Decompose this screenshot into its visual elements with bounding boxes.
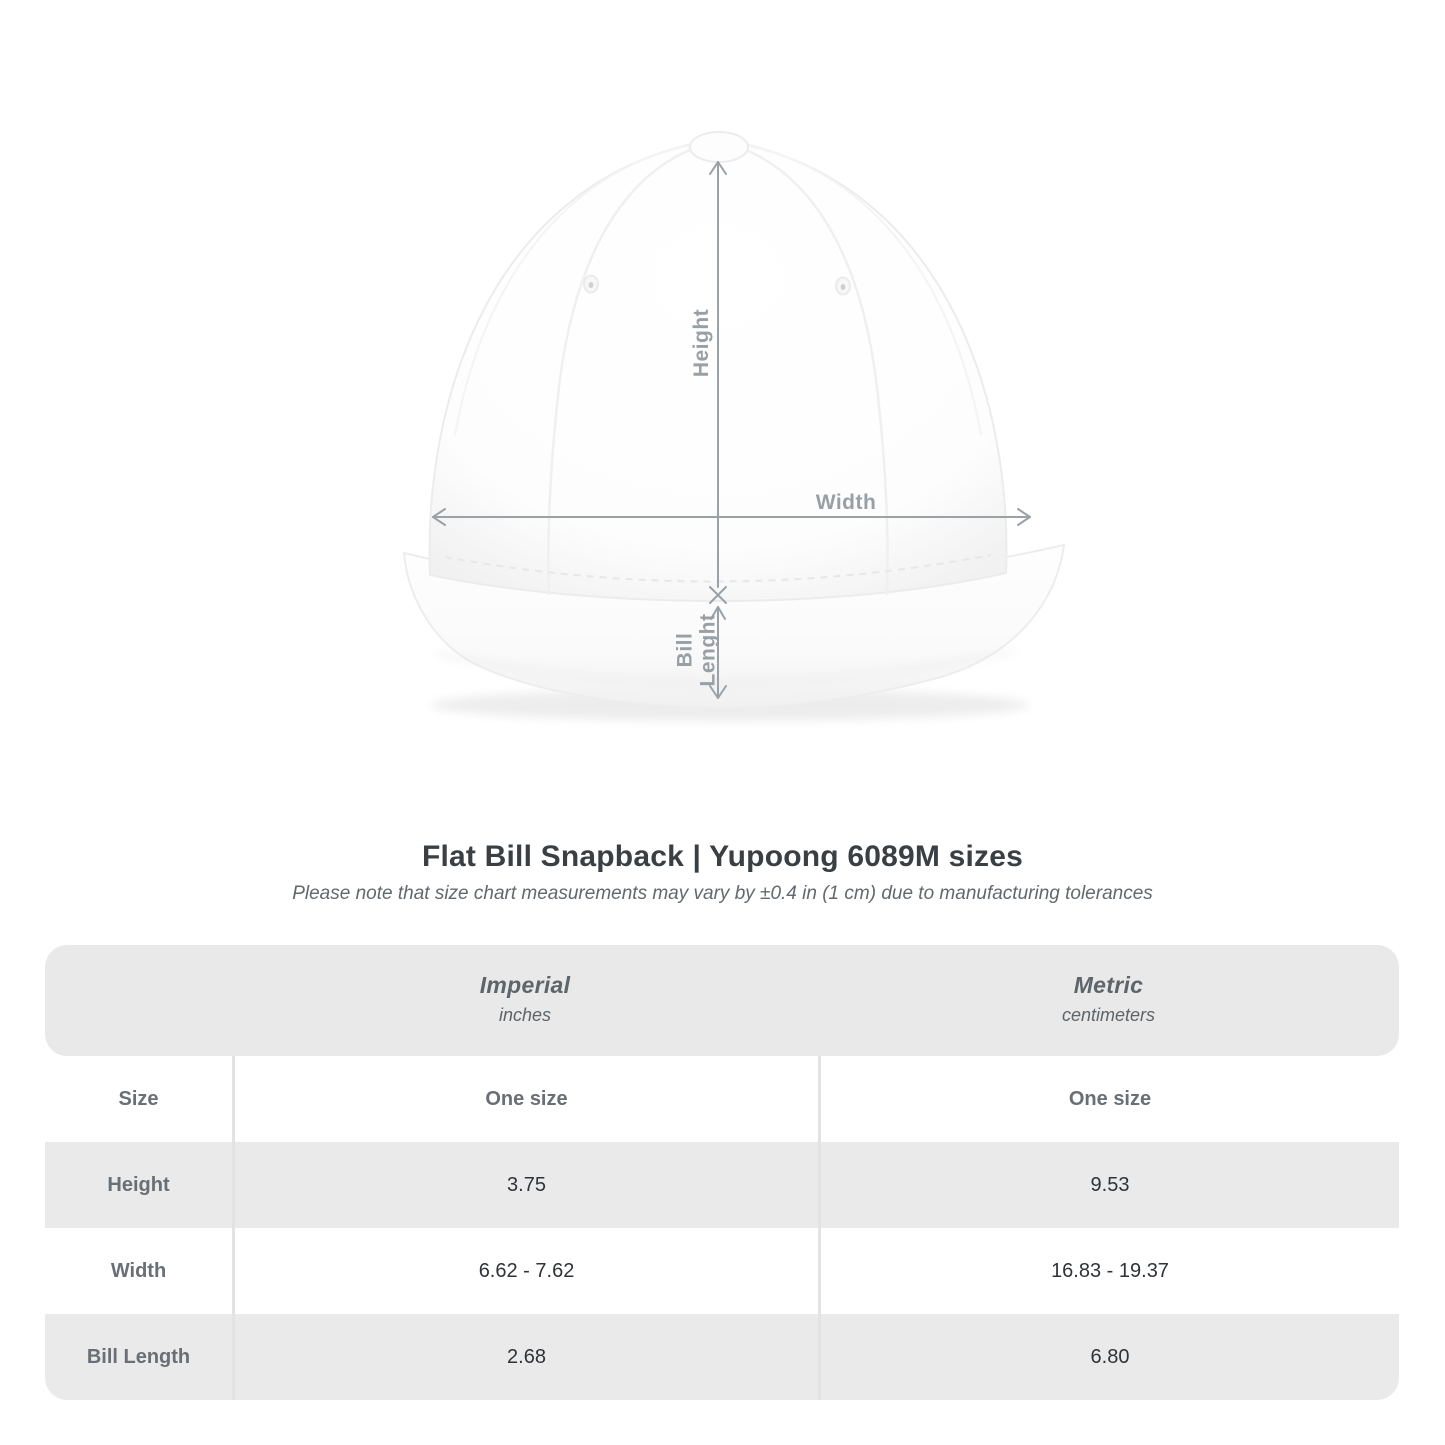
imperial-column-unit: inches	[498, 1005, 552, 1025]
imperial-column-title: Imperial	[479, 972, 571, 998]
height-imperial-value: 3.75	[507, 1173, 546, 1196]
bill-length-label-line2: Lenght	[696, 613, 719, 687]
table-row-height	[45, 1142, 1399, 1228]
bill-length-imperial-value: 2.68	[507, 1345, 546, 1368]
imperial-column-header	[232, 972, 818, 1026]
size-chart-body	[45, 1056, 1399, 1400]
bill-length-dimension-label	[674, 614, 719, 687]
heading	[0, 840, 1445, 905]
size-metric-value: One size	[1068, 1087, 1152, 1110]
table-row-width	[45, 1228, 1399, 1314]
width-dimension-label: Width	[815, 491, 877, 514]
size-imperial-value: One size	[485, 1087, 568, 1110]
row-label-width: Width	[110, 1259, 167, 1282]
width-imperial-value: 6.62 - 7.62	[478, 1259, 575, 1282]
snapback-hat-illustration	[385, 105, 1075, 765]
metric-column-title: Metric	[1073, 972, 1144, 998]
width-metric-value: 16.83 - 19.37	[1051, 1259, 1169, 1282]
metric-column-unit: centimeters	[1061, 1005, 1156, 1025]
table-row-bill-length	[45, 1314, 1399, 1400]
metric-column-header	[818, 972, 1399, 1026]
hat-eyelet-right	[836, 278, 850, 295]
height-dimension-label: Height	[690, 308, 713, 378]
hat-eyelet-left	[584, 276, 598, 293]
page-title: Flat Bill Snapback | Yupoong 6089M sizes	[421, 840, 1023, 873]
bill-length-label-line1: Bill	[673, 632, 697, 668]
bill-length-metric-value: 6.80	[1090, 1345, 1130, 1368]
row-label-bill-length: Bill Length	[86, 1345, 191, 1368]
row-label-size: Size	[118, 1087, 159, 1110]
tolerance-note: Please note that size chart measurements may vary by ±0.4 in (1 cm) due to manufacturing tolerances	[292, 883, 1153, 904]
height-metric-value: 9.53	[1090, 1173, 1130, 1196]
size-chart-table	[45, 945, 1399, 1400]
table-row-size	[45, 1056, 1399, 1142]
hat-button	[690, 132, 748, 162]
size-chart-header	[45, 945, 1399, 1056]
row-label-height: Height	[107, 1173, 170, 1196]
